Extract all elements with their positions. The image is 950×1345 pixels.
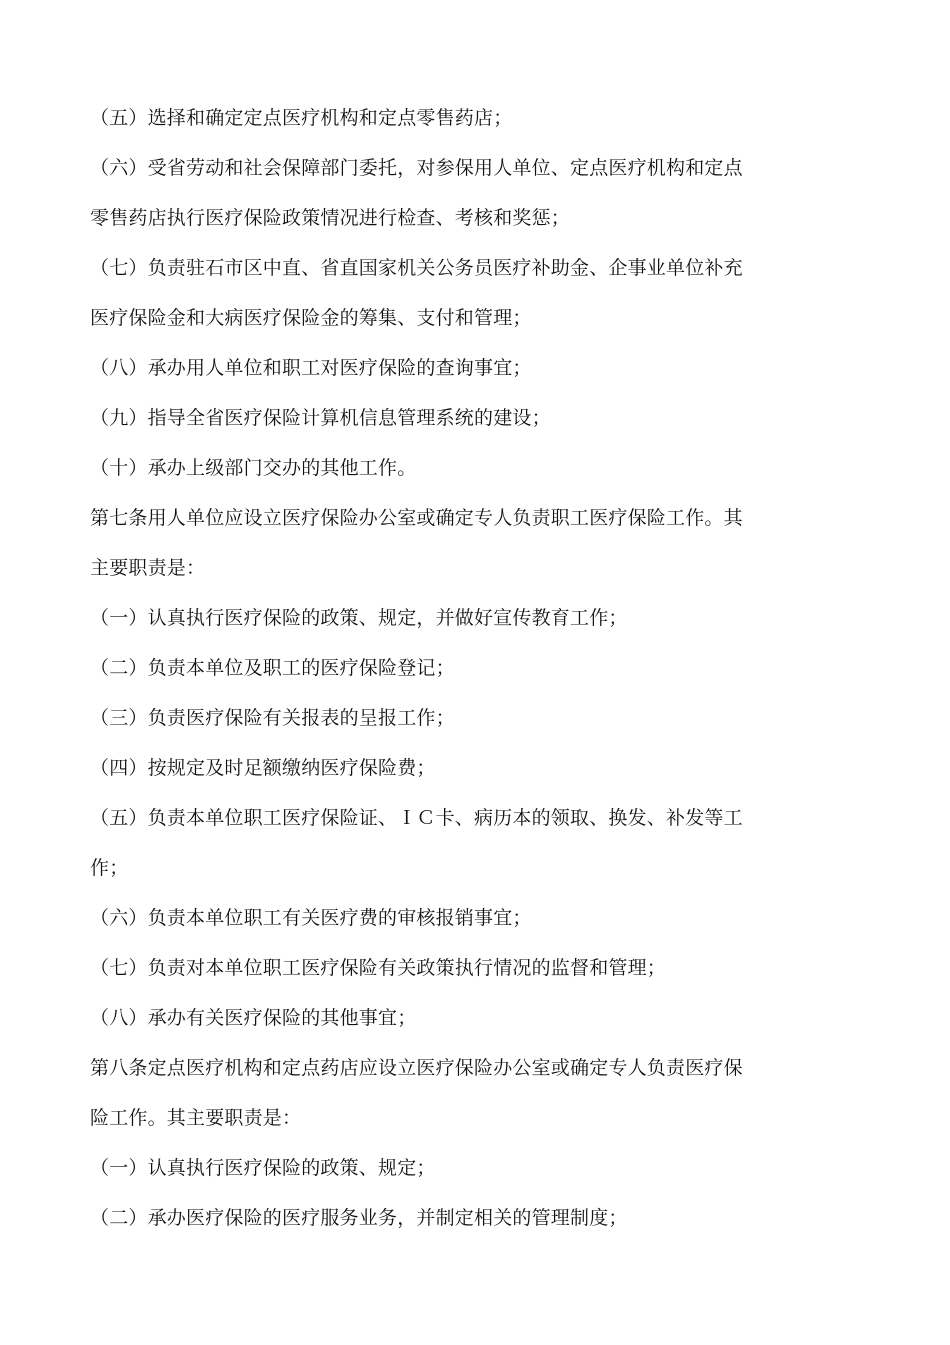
text-line: 作； bbox=[90, 857, 129, 879]
text-line: （八）承办用人单位和职工对医疗保险的查询事宜； bbox=[90, 357, 532, 379]
text-line: （七）负责驻石市区中直、省直国家机关公务员医疗补助金、企事业单位补充 bbox=[90, 257, 743, 279]
article-heading-line: 第七条用人单位应设立医疗保险办公室或确定专人负责职工医疗保险工作。其 bbox=[90, 507, 743, 529]
text-line: （三）负责医疗保险有关报表的呈报工作； bbox=[90, 707, 455, 729]
text-line: （二）负责本单位及职工的医疗保险登记； bbox=[90, 657, 455, 679]
text-line: 医疗保险金和大病医疗保险金的筹集、支付和管理； bbox=[90, 307, 532, 329]
text-line: （九）指导全省医疗保险计算机信息管理系统的建设； bbox=[90, 407, 551, 429]
text-line: （五）负责本单位职工医疗保险证、ＩＣ卡、病历本的领取、换发、补发等工 bbox=[90, 807, 743, 829]
text-line: （六）受省劳动和社会保障部门委托，对参保用人单位、定点医疗机构和定点 bbox=[90, 157, 743, 179]
text-line: （八）承办有关医疗保险的其他事宜； bbox=[90, 1007, 417, 1029]
article-heading-line: 第八条定点医疗机构和定点药店应设立医疗保险办公室或确定专人负责医疗保 bbox=[90, 1057, 743, 1079]
text-line: （六）负责本单位职工有关医疗费的审核报销事宜； bbox=[90, 907, 532, 929]
text-line: 零售药店执行医疗保险政策情况进行检查、考核和奖惩； bbox=[90, 207, 571, 229]
text-line: （一）认真执行医疗保险的政策、规定； bbox=[90, 1157, 436, 1179]
text-line: （一）认真执行医疗保险的政策、规定，并做好宣传教育工作； bbox=[90, 607, 628, 629]
text-line: 险工作。其主要职责是： bbox=[90, 1107, 302, 1129]
text-line: （十）承办上级部门交办的其他工作。 bbox=[90, 457, 417, 479]
document-body bbox=[90, 93, 810, 1243]
text-line: （七）负责对本单位职工医疗保险有关政策执行情况的监督和管理； bbox=[90, 957, 667, 979]
text-line: （四）按规定及时足额缴纳医疗保险费； bbox=[90, 757, 436, 779]
text-line: 主要职责是： bbox=[90, 557, 206, 579]
text-line: （二）承办医疗保险的医疗服务业务，并制定相关的管理制度； bbox=[90, 1207, 628, 1229]
text-line: （五）选择和确定定点医疗机构和定点零售药店； bbox=[90, 107, 513, 129]
